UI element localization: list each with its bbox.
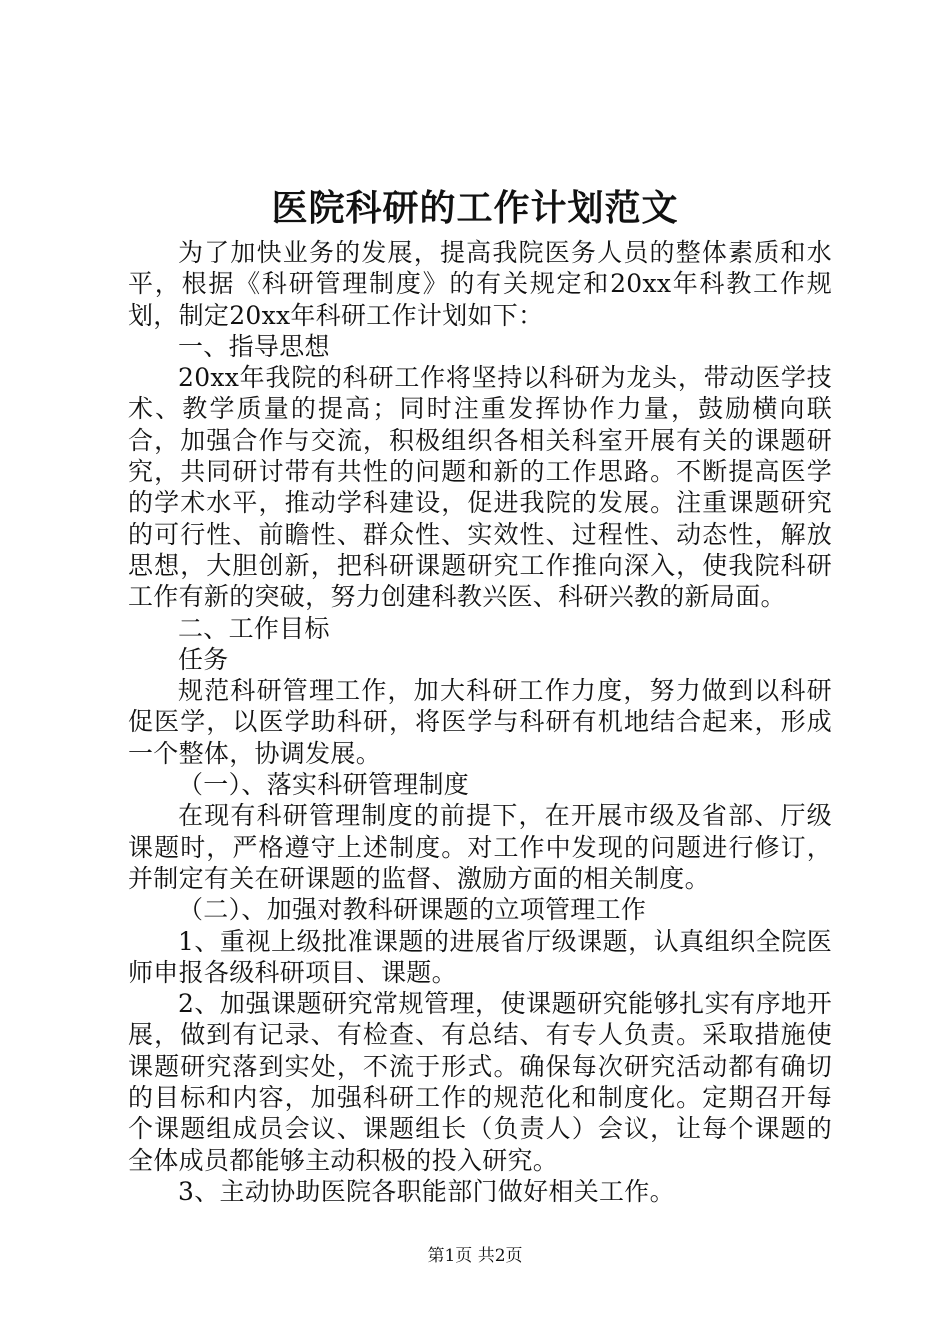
paragraph-tasks: 规范科研管理工作，加大科研工作力度，努力做到以科研促医学，以医学助科研，将医学与科研有机地结合起来，形成一个整体，协调发展。 [128,676,832,768]
heading-work-goals: 二、工作目标 [178,613,330,643]
heading-tasks: 任务 [178,644,229,674]
heading-section-1: （一）、落实科研管理制度 [178,770,470,800]
list-item-3: 3、主动协助医院各职能部门做好相关工作。 [178,1176,675,1206]
paragraph-intro: 为了加快业务的发展，提高我院医务人员的整体素质和水平，根据《科研管理制度》的有关规定和20xx年科教工作规划，制定20xx年科研工作计划如下： [128,238,832,330]
document-body [128,237,832,1207]
paragraph-guiding-ideology: 20xx年我院的科研工作将坚持以科研为龙头，带动医学技术、教学质量的提高；同时注重发挥协作力量，鼓励横向联合，加强合作与交流，积极组织各相关科室开展有关的课题研究，共同研讨带有共性的问题和新的工作思路。不断提高医学的学术水平，推动学科建设，促进我院的发展。注重课题研究的可行性、前瞻性、群众性、实效性、过程性、动态性，解放思想，大胆创新，把科研课题研究工作推向深入，使我院科研工作有新的突破，努力创建科教兴医、科研兴教的新局面。 [128,363,832,612]
heading-guiding-ideology: 一、指导思想 [178,331,330,361]
document-title: 医院科研的工作计划范文 [271,187,679,229]
list-item-2: 2、加强课题研究常规管理，使课题研究能够扎实有序地开展，做到有记录、有检查、有总结、有专人负责。采取措施使课题研究落到实处，不流于形式。确保每次研究活动都有确切的目标和内容，加强科研工作的规范化和制度化。定期召开每个课题组成员会议、课题组长（负责人）会议，让每个课题的全体成员都能够主动积极的投入研究。 [128,989,832,1175]
list-item-1: 1、重视上级批准课题的进展省厅级课题，认真组织全院医师申报各级科研项目、课题。 [128,926,832,987]
paragraph-section-1: 在现有科研管理制度的前提下，在开展市级及省部、厅级课题时，严格遵守上述制度。对工作中发现的问题进行修订，并制定有关在研课题的监督、激励方面的相关制度。 [128,801,832,893]
page-footer: 第1页 共2页 [427,1246,523,1266]
heading-section-2: （二）、加强对教科研课题的立项管理工作 [178,895,647,925]
